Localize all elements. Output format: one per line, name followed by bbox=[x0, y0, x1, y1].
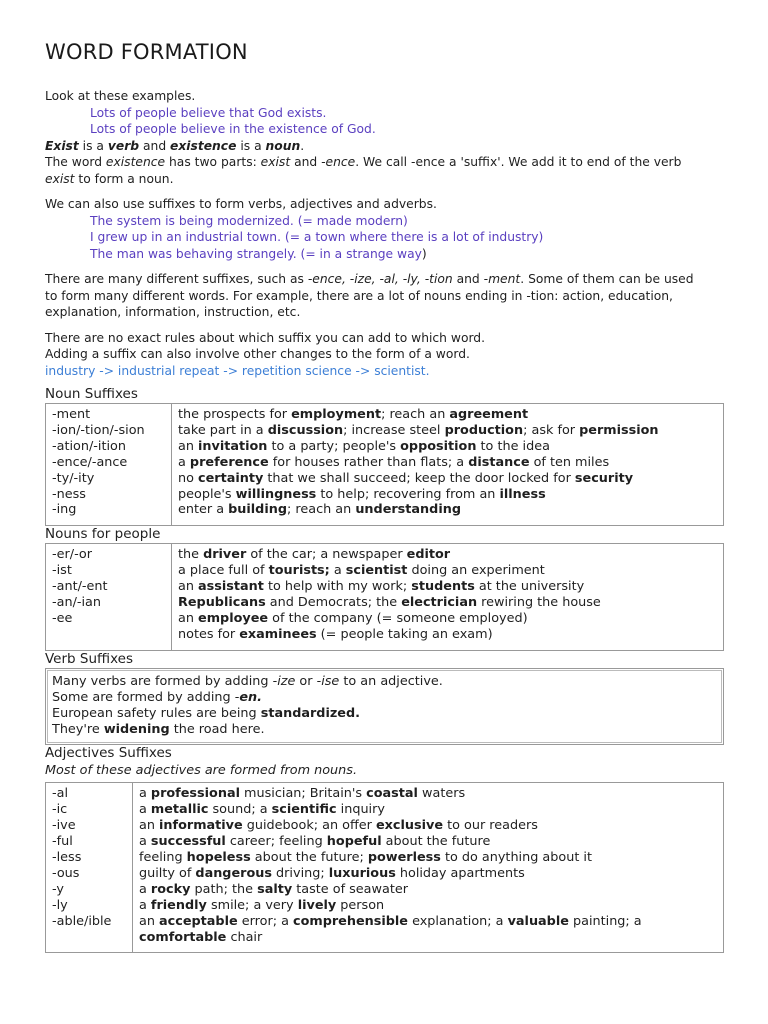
example-column bbox=[172, 544, 724, 650]
example-sentence: The man was behaving strangely. (= in a strange way) bbox=[90, 246, 427, 261]
example-line: Some are formed by adding -en. bbox=[52, 689, 263, 705]
suffix-label: -able/ible bbox=[52, 913, 112, 929]
example-line: a rocky path; the salty taste of seawater bbox=[139, 881, 408, 897]
suffix-label: -ence/-ance bbox=[52, 454, 128, 470]
suffix-label: -ation/-ition bbox=[52, 438, 126, 454]
suffix-label: -ous bbox=[52, 865, 80, 881]
suffix-column bbox=[46, 544, 172, 650]
example-line: an assistant to help with my work; students at the university bbox=[178, 579, 585, 595]
example-sentence: I grew up in an industrial town. (= a town where there is a lot of industry) bbox=[90, 230, 544, 244]
page-title: WORD FORMATION bbox=[45, 40, 248, 64]
paragraph: There are many different suffixes, such as -ence, -ize, -al, -ly, -tion and -ment. Some of them can be used bbox=[45, 272, 694, 286]
example-sentence: Lots of people believe that God exists. bbox=[90, 105, 327, 120]
paragraph: to form many different words. For example, there are a lot of nouns ending in -tion: action, education, bbox=[45, 288, 673, 303]
suffix-label: -ic bbox=[52, 802, 68, 818]
example-line: feeling hopeless about the future; powerless to do anything about it bbox=[139, 850, 592, 866]
suffix-label: -y bbox=[52, 881, 64, 897]
explanation-line: The word existence has two parts: exist and -ence. We call -ence a 'suffix'. We add it to end of the verb bbox=[45, 155, 682, 169]
example-line: European safety rules are being standardized. bbox=[52, 705, 361, 721]
suffix-label: -ty/-ity bbox=[52, 470, 95, 486]
suffix-label: -ant/-ent bbox=[52, 579, 108, 595]
suffix-label: -an/-ian bbox=[52, 595, 102, 611]
suffix-column bbox=[46, 404, 172, 526]
intro-text: Look at these examples. bbox=[45, 89, 196, 103]
suffix-label: -ful bbox=[52, 834, 73, 850]
document-page bbox=[45, 40, 725, 953]
suffix-label: -ist bbox=[52, 563, 72, 579]
verb-suffix-box bbox=[45, 668, 724, 746]
suffix-label: -ing bbox=[52, 502, 77, 518]
suffix-label: -less bbox=[52, 850, 82, 866]
example-line: a professional musician; Britain's coastal waters bbox=[139, 786, 466, 802]
example-sentence: The system is being modernized. (= made modern) bbox=[90, 213, 408, 228]
suffix-label: -ive bbox=[52, 818, 76, 834]
nouns-people-table bbox=[45, 543, 724, 650]
section-heading-adjective-suffixes: Adjectives Suffixes bbox=[45, 745, 172, 762]
example-line: a place full of tourists; a scientist doing an experiment bbox=[178, 563, 545, 579]
example-line: a metallic sound; a scientific inquiry bbox=[139, 802, 385, 818]
example-line: guilty of dangerous driving; luxurious holiday apartments bbox=[139, 865, 525, 881]
example-line: an acceptable error; a comprehensible explanation; a valuable painting; a comfortable chair bbox=[139, 913, 642, 945]
adjective-suffix-table bbox=[45, 782, 724, 953]
example-line: the prospects for employment; reach an agreement bbox=[178, 407, 529, 422]
noun-suffix-table bbox=[45, 403, 724, 526]
example-line: notes for examinees (= people taking an exam) bbox=[178, 626, 493, 642]
paragraph: We can also use suffixes to form verbs, adjectives and adverbs. bbox=[45, 197, 437, 211]
suffix-label: -ly bbox=[52, 897, 68, 913]
explanation-line: Exist is a verb and existence is a noun. bbox=[45, 138, 305, 153]
suffix-label: -er/-or bbox=[52, 547, 93, 563]
example-line: industry -> industrial repeat -> repetition science -> scientist. bbox=[45, 363, 430, 378]
example-line: no certainty that we shall succeed; keep the door locked for security bbox=[178, 470, 634, 486]
paragraph: Adding a suffix can also involve other changes to the form of a word. bbox=[45, 347, 470, 361]
example-line: an informative guidebook; an offer exclusive to our readers bbox=[139, 818, 538, 834]
section-heading-verb-suffixes: Verb Suffixes bbox=[45, 650, 133, 667]
section-subheading: Most of these adjectives are formed from nouns. bbox=[45, 763, 358, 779]
example-sentence: Lots of people believe in the existence of God. bbox=[90, 122, 376, 136]
example-column bbox=[172, 404, 724, 526]
section-heading-noun-suffixes: Noun Suffixes bbox=[45, 386, 138, 402]
suffix-label: -ment bbox=[52, 407, 91, 422]
example-line: Republicans and Democrats; the electrician rewiring the house bbox=[178, 595, 601, 611]
example-line: Many verbs are formed by adding -ize or -ise to an adjective. bbox=[52, 673, 443, 689]
suffix-label: -ness bbox=[52, 486, 86, 502]
example-column bbox=[133, 783, 724, 953]
example-line: an invitation to a party; people's opposition to the idea bbox=[178, 438, 550, 454]
example-line: a preference for houses rather than flats; a distance of ten miles bbox=[178, 454, 610, 470]
explanation-line: exist to form a noun. bbox=[45, 171, 174, 186]
example-line: the driver of the car; a newspaper editor bbox=[178, 547, 451, 563]
example-line: They're widening the road here. bbox=[52, 721, 265, 737]
suffix-label: -al bbox=[52, 786, 69, 802]
paragraph: explanation, information, instruction, etc. bbox=[45, 305, 301, 319]
example-line: a successful career; feeling hopeful about the future bbox=[139, 834, 491, 850]
example-line: a friendly smile; a very lively person bbox=[139, 897, 385, 913]
section-heading-nouns-for-people: Nouns for people bbox=[45, 526, 161, 543]
suffix-column bbox=[46, 783, 133, 953]
example-line: an employee of the company (= someone employed) bbox=[178, 610, 528, 626]
suffix-label: -ion/-tion/-sion bbox=[52, 422, 145, 438]
suffix-label: -ee bbox=[52, 610, 73, 626]
example-line: take part in a discussion; increase steel production; ask for permission bbox=[178, 422, 659, 438]
paragraph: There are no exact rules about which suffix you can add to which word. bbox=[45, 330, 486, 345]
example-line: enter a building; reach an understanding bbox=[178, 502, 461, 518]
example-line: people's willingness to help; recovering from an illness bbox=[178, 486, 546, 502]
